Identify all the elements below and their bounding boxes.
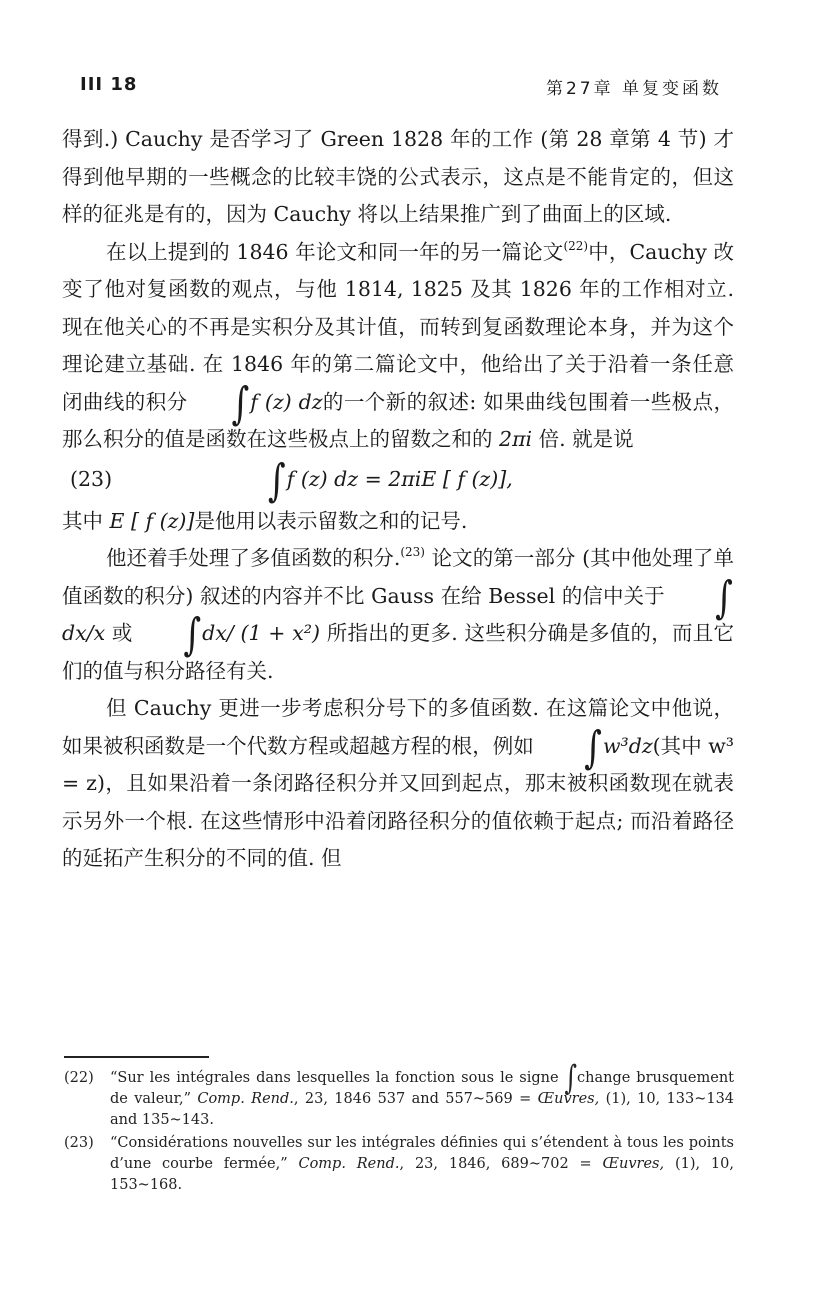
- paragraph-2-text-b: 中，Cauchy 改变了他对复函数的观点，与他 1814, 1825 及其 1826 年的工作相对立. 现在他关心的不再是实积分及其计值，而转到复函数理论本身，并为这个理论建立基础. 在 1846 年的第二篇论文中，他给出了关于沿着一条任意闭曲线的积分: [62, 239, 734, 414]
- footnote-ref-22[interactable]: (22): [563, 238, 589, 253]
- paragraph-5-text-a: 但 Cauchy 更进一步考虑积分号下的多值函数. 在这篇论文中他说，如果被积函数是一个代数方程或超越方程的根，例如: [62, 696, 734, 758]
- equation-23: [62, 454, 734, 507]
- footnote-number: (23): [64, 1135, 94, 1151]
- paragraph-5-text-b: ，且如果沿着一条闭路径积分并又回到起点，那末被积函数现在就表示另外一个根. 在这些情形中沿着闭路径积分的值依赖于起点; 而沿着路径的延拓产生积分的不同的值. 但: [62, 771, 734, 870]
- paragraph-1: [62, 121, 734, 234]
- paragraph-3-text-b: 是他用以表示留数之和的记号.: [194, 508, 468, 533]
- paragraph-4: [62, 540, 734, 690]
- paragraph-5-paren: (其中 w³ = z): [62, 733, 734, 795]
- footnote-journal: Comp. Rend.: [197, 1091, 294, 1107]
- integral-sign-icon: ∫: [564, 1058, 578, 1098]
- paragraph-1-text: 得到.) Cauchy 是否学习了 Green 1828 年的工作 (第 28 章第 4 节) 才得到他早期的一些概念的比较丰饶的公式表示，这点是不能肯定的，但这样的征兆是有的，因为 Cauchy 将以上结果推广到了曲面上的区域.: [62, 127, 734, 226]
- footnotes: [64, 1058, 735, 1198]
- inline-formula-fzdz: f (z) dz: [250, 389, 323, 414]
- paragraph-3-text-a: 其中: [62, 508, 103, 533]
- paragraph-4-text-b: 论文的第一部分 (其中他处理了单值函数的积分) 叙述的内容并不比 Gauss 在给 Bessel 的信中关于: [62, 546, 734, 608]
- inline-formula-E: E [ f (z)]: [109, 508, 195, 533]
- footnote-divider: [64, 1056, 209, 1058]
- footnote-ref-23[interactable]: (23): [400, 545, 425, 559]
- paragraph-2-text-d: 倍. 就是说: [538, 427, 634, 451]
- inline-formula-dx-1x2: dx/ (1 + x²): [202, 621, 321, 645]
- chapter-title: 第27章 单复变函数: [545, 79, 722, 99]
- integral-sign-icon: ∫: [268, 454, 286, 507]
- equation-number: (23): [70, 466, 113, 491]
- footnote-text: change brusquement de valeur,”: [110, 1070, 734, 1107]
- footnote-journal: Comp. Rend.: [298, 1156, 400, 1172]
- footnote-text: , 23, 1846 537 and 557~569 =: [293, 1091, 532, 1107]
- integral-sign-icon: ∫: [231, 377, 250, 430]
- footnote-23: [64, 1133, 734, 1196]
- running-header: [80, 74, 732, 104]
- integral-sign-icon: ∫: [584, 721, 602, 774]
- paragraph-2-text-c: 的一个新的叙述: 如果曲线包围着一些极点，那么积分的值是函数在这些极点上的留数之和的: [62, 389, 734, 451]
- equation-expression: f (z) dz = 2πiE [ f (z)],: [286, 466, 513, 491]
- inline-formula-dx-x: dx/x: [62, 621, 106, 645]
- footnote-text: (1), 10, 133~134 and 135~143.: [110, 1091, 735, 1128]
- footnote-oeuvres: Œuvres,: [602, 1156, 665, 1172]
- paragraph-4-text-a: 他还着手处理了多值函数的积分.: [106, 546, 401, 570]
- paragraph-5: [62, 690, 734, 878]
- paragraph-4-text-c: 所指出的更多. 这些积分确是多值的，而且它们的值与积分路径有关.: [62, 621, 734, 683]
- integral-sign-icon: ∫: [715, 571, 733, 624]
- footnote-text: “Sur les intégrales dans lesquelles la fonction sous le signe: [110, 1070, 559, 1086]
- equation-body: [268, 454, 513, 507]
- footnote-text: (1), 10, 153~168.: [110, 1156, 734, 1193]
- footnote-22: [64, 1058, 735, 1131]
- footnote-text: , 23, 1846, 689~702 =: [399, 1156, 592, 1172]
- footnote-text: “Considérations nouvelles sur les intégrales définies qui s’étendent à tous les points d’une courbe fermée,”: [110, 1135, 734, 1172]
- integral-sign-icon: ∫: [183, 609, 202, 661]
- inline-formula-2pii: 2πi: [499, 427, 533, 451]
- body-text: [62, 121, 734, 878]
- footnote-number: (22): [64, 1070, 94, 1086]
- footnote-oeuvres: Œuvres,: [537, 1091, 600, 1107]
- inline-formula-w3dz: w³dz: [602, 733, 653, 758]
- paragraph-2-text-a: 在以上提到的 1846 年论文和同一年的另一篇论文: [106, 239, 564, 264]
- paragraph-4-or: 或: [111, 621, 133, 645]
- paragraph-2: [62, 234, 734, 459]
- page-number: III 18: [80, 74, 138, 95]
- paragraph-3: [62, 503, 734, 541]
